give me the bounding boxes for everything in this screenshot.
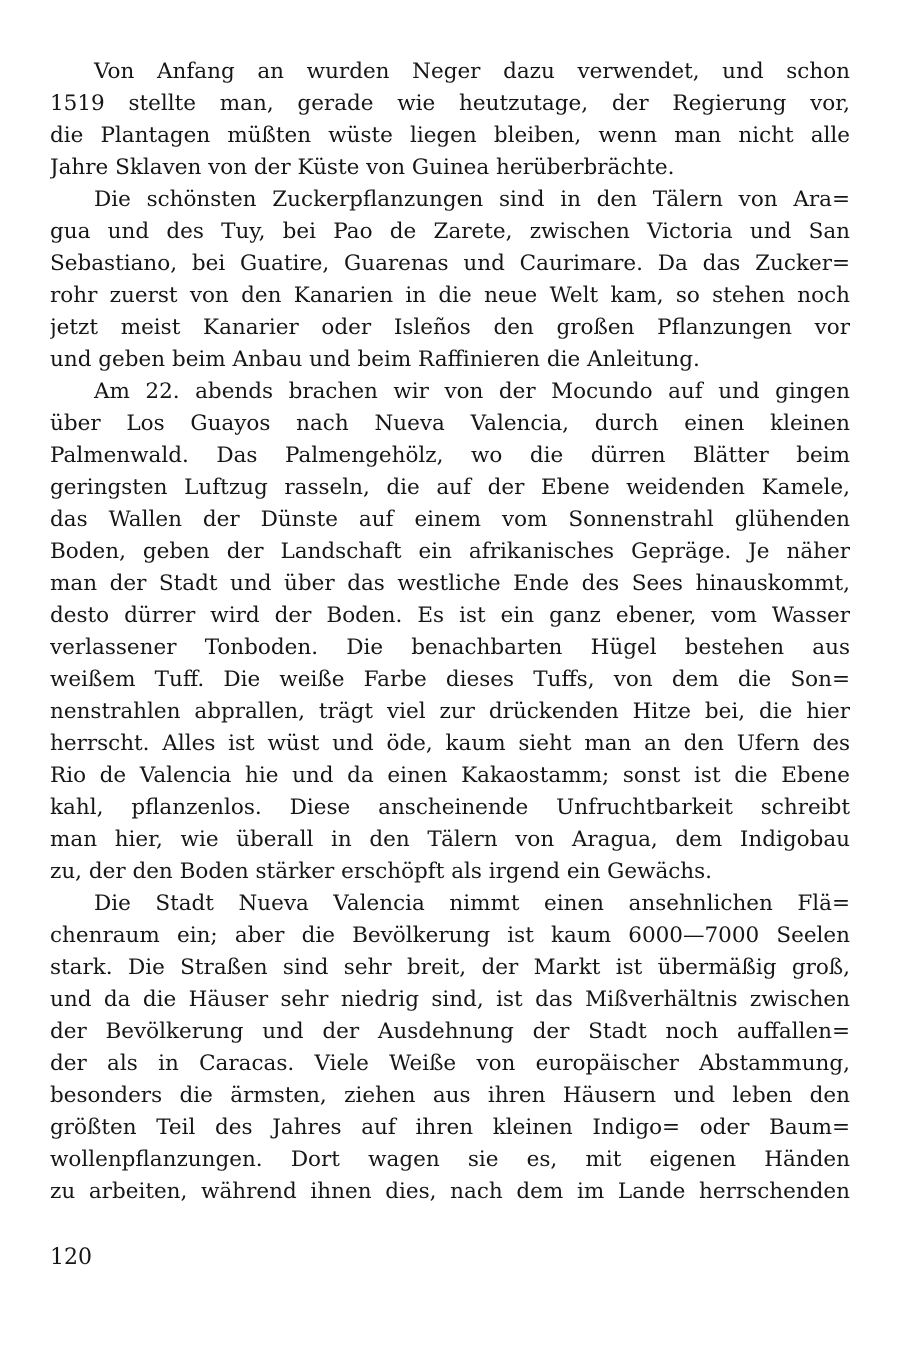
text-line: desto dürrer wird der Boden. Es ist ein ganz ebener, vom Wasser bbox=[50, 603, 850, 628]
text-line: der Bevölkerung und der Ausdehnung der Stadt noch auffallen= bbox=[50, 1019, 850, 1044]
text-line: Palmenwald. Das Palmengehölz, wo die dürren Blätter beim bbox=[50, 443, 850, 468]
paragraph bbox=[50, 56, 850, 184]
paragraph bbox=[50, 184, 850, 376]
text-line: die Plantagen müßten wüste liegen bleiben, wenn man nicht alle bbox=[50, 123, 850, 148]
text-line: rohr zuerst von den Kanarien in die neue Welt kam, so stehen noch bbox=[50, 283, 850, 308]
text-line: man hier, wie überall in den Tälern von Aragua, dem Indigobau bbox=[50, 827, 850, 852]
text-line: Sebastiano, bei Guatire, Guarenas und Caurimare. Da das Zucker= bbox=[50, 251, 850, 276]
text-line: herrscht. Alles ist wüst und öde, kaum sieht man an den Ufern des bbox=[50, 731, 850, 756]
text-line: Jahre Sklaven von der Küste von Guinea herüberbrächte. bbox=[50, 155, 675, 180]
text-line: besonders die ärmsten, ziehen aus ihren Häusern und leben den bbox=[50, 1083, 850, 1108]
paragraph bbox=[50, 888, 850, 1208]
text-line: chenraum ein; aber die Bevölkerung ist kaum 6000—7000 Seelen bbox=[50, 923, 850, 948]
paragraph bbox=[50, 376, 850, 888]
page-text bbox=[50, 56, 850, 1316]
text-line: geringsten Luftzug rasseln, die auf der Ebene weidenden Kamele, bbox=[50, 475, 850, 500]
text-line: Die Stadt Nueva Valencia nimmt einen ansehnlichen Flä= bbox=[94, 891, 850, 916]
text-line: zu arbeiten, während ihnen dies, nach dem im Lande herrschenden bbox=[50, 1179, 850, 1204]
text-line: und geben beim Anbau und beim Raffinieren die Anleitung. bbox=[50, 347, 700, 372]
text-line: Rio de Valencia hie und da einen Kakaostamm; sonst ist die Ebene bbox=[50, 763, 850, 788]
text-line: gua und des Tuy, bei Pao de Zarete, zwischen Victoria und San bbox=[50, 219, 850, 244]
text-line: kahl, pflanzenlos. Diese anscheinende Unfruchtbarkeit schreibt bbox=[50, 795, 850, 820]
text-line: 1519 stellte man, gerade wie heutzutage, der Regierung vor, bbox=[50, 91, 850, 116]
text-line: man der Stadt und über das westliche Ende des Sees hinauskommt, bbox=[50, 571, 850, 596]
text-line: nenstrahlen abprallen, trägt viel zur drückenden Hitze bei, die hier bbox=[50, 699, 850, 724]
text-line: weißem Tuff. Die weiße Farbe dieses Tuffs, von dem die Son= bbox=[50, 667, 850, 692]
text-line: und da die Häuser sehr niedrig sind, ist das Mißverhältnis zwischen bbox=[50, 987, 850, 1012]
text-line: zu, der den Boden stärker erschöpft als irgend ein Gewächs. bbox=[50, 859, 713, 884]
text-line: das Wallen der Dünste auf einem vom Sonnenstrahl glühenden bbox=[50, 507, 850, 532]
text-line: wollenpflanzungen. Dort wagen sie es, mit eigenen Händen bbox=[50, 1147, 850, 1172]
text-line: Von Anfang an wurden Neger dazu verwendet, und schon bbox=[94, 59, 850, 84]
text-line: Die schönsten Zuckerpflanzungen sind in den Tälern von Ara= bbox=[94, 187, 850, 212]
text-line: jetzt meist Kanarier oder Isleños den großen Pflanzungen vor bbox=[50, 315, 850, 340]
text-line: verlassener Tonboden. Die benachbarten Hügel bestehen aus bbox=[50, 635, 850, 660]
text-line: größten Teil des Jahres auf ihren kleinen Indigo= oder Baum= bbox=[50, 1115, 850, 1140]
text-line: über Los Guayos nach Nueva Valencia, durch einen kleinen bbox=[50, 411, 850, 436]
text-line: Boden, geben der Landschaft ein afrikanisches Gepräge. Je näher bbox=[50, 539, 850, 564]
text-line: der als in Caracas. Viele Weiße von europäischer Abstammung, bbox=[50, 1051, 850, 1076]
text-line: stark. Die Straßen sind sehr breit, der Markt ist übermäßig groß, bbox=[50, 955, 850, 980]
text-line: Am 22. abends brachen wir von der Mocundo auf und gingen bbox=[94, 379, 850, 404]
page-number: 120 bbox=[50, 1245, 92, 1270]
